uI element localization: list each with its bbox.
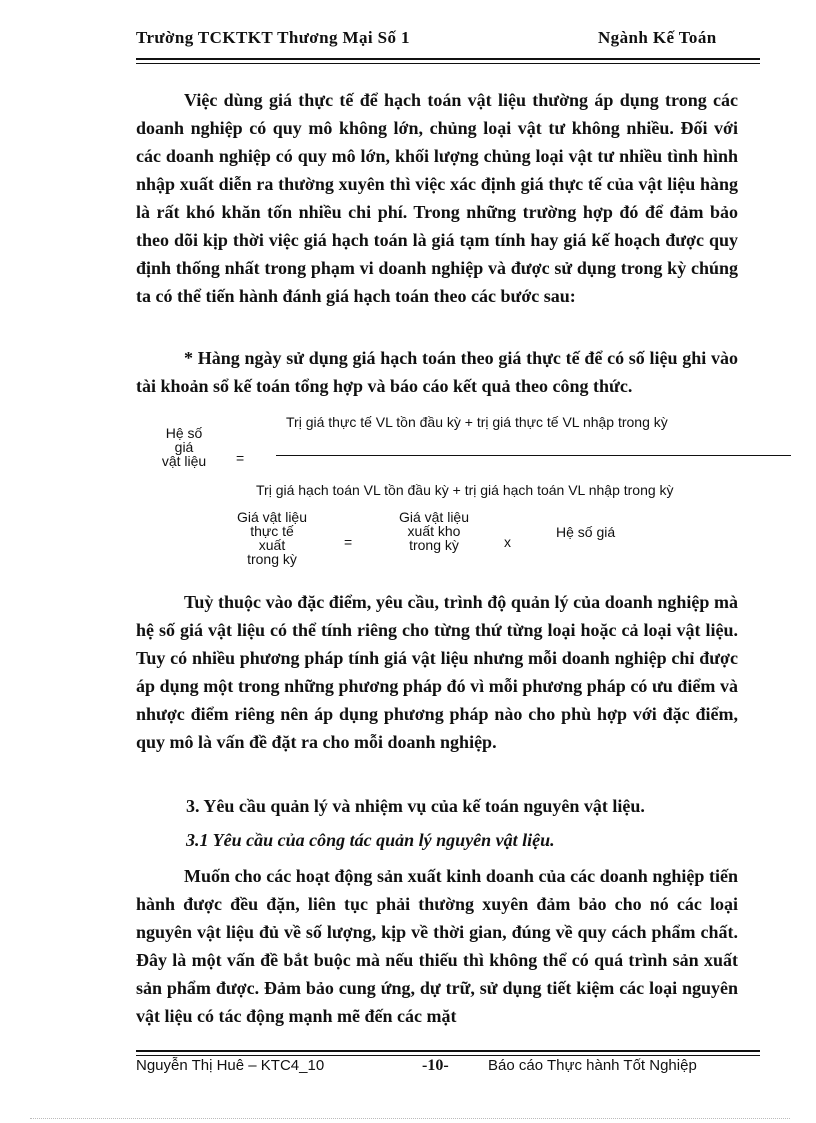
header-school-name: Trường TCKTKT Thương Mại Số 1 [136, 28, 410, 47]
page-bottom-edge [30, 1118, 790, 1119]
header-department: Ngành Kế Toán [598, 28, 717, 47]
formula2-mid-line: xuất kho [407, 523, 461, 539]
header-rule-thin [136, 63, 760, 64]
formula2-left-line: xuất [258, 537, 286, 553]
formula1-equals: = [236, 450, 245, 466]
formula1-label-line: Hệ số [165, 425, 203, 441]
section-heading-3-1: 3.1 Yêu cầu của công tác quản lý nguyên vật liệu. [186, 830, 555, 850]
formula2-times: x [504, 534, 511, 550]
paragraph-pricing-method: Việc dùng giá thực tế để hạch toán vật liệu thường áp dụng trong các doanh nghiệp có quy mô không lớn, chủng loại vật tư không nhiều. Đối với các doanh nghiệp có quy mô lớn, khối lượng chủng loại vật tư nhiều tình hình nhập xuất diễn ra thường xuyên thì việc xác định giá thực tế của vật liệu hàng là rất khó khăn tốn nhiều chi phí. Trong những trường hợp đó để đảm bảo theo dõi kịp thời việc giá hạch toán là giá tạm tính hay giá kế hoạch được quy định thống nhất trong phạm vi doanh nghiệp và được sử dụng trong kỳ chúng ta có thể tiến hành đánh giá hạch toán theo các bước sau: [136, 90, 738, 306]
header-rule-thick [136, 58, 760, 60]
formula2-middle [380, 510, 488, 552]
footer-page-number: -10- [422, 1057, 449, 1074]
formula2-left-line: Giá vật liệu [236, 509, 308, 525]
footer-rule-thin [136, 1055, 760, 1056]
formula2-mid-line: Giá vật liệu [398, 509, 470, 525]
formula1-label-line: giá [174, 439, 194, 455]
formula2-left [218, 510, 326, 566]
formula2-left-line: thực tế [250, 523, 294, 539]
formula1-numerator: Trị giá thực tế VL tồn đầu kỳ + trị giá thực tế VL nhập trong kỳ [286, 414, 668, 430]
formula2-left-line: trong kỳ [247, 551, 297, 567]
formula2-equals: = [344, 534, 353, 550]
footer-rule-thick [136, 1050, 760, 1052]
formula1-fraction-bar [276, 455, 791, 456]
formula1-label [150, 426, 218, 468]
formula2-mid-line: trong kỳ [409, 537, 459, 553]
footer-report-title: Báo cáo Thực hành Tốt Nghiệp [488, 1057, 697, 1074]
formula1-label-line: vật liệu [161, 453, 207, 469]
paragraph-coefficient-usage: Tuỳ thuộc vào đặc điểm, yêu cầu, trình độ quản lý của doanh nghiệp mà hệ số giá vật liệu có thể tính riêng cho từng thứ từng loại hoặc cả loại vật liệu. Tuy có nhiều phương pháp tính giá vật liệu nhưng mỗi doanh nghiệp chỉ được áp dụng một trong những phương pháp đó vì mỗi phương pháp có ưu điểm và nhược điểm riêng nên áp dụng phương pháp nào cho phù hợp với đặc điểm, quy mô là vấn đề đặt ra cho mỗi doanh nghiệp. [136, 592, 738, 752]
section-heading-3: 3. Yêu cầu quản lý và nhiệm vụ của kế toán nguyên vật liệu. [186, 796, 645, 816]
formula1-denominator: Trị giá hạch toán VL tồn đầu kỳ + trị giá hạch toán VL nhập trong kỳ [256, 482, 674, 498]
paragraph-daily-accounting: * Hàng ngày sử dụng giá hạch toán theo giá thực tế để có số liệu ghi vào tài khoản sổ kế toán tổng hợp và báo cáo kết quả theo công thức. [136, 348, 738, 396]
paragraph-management-requirements: Muốn cho các hoạt động sản xuất kinh doanh của các doanh nghiệp tiến hành được đều đặn, liên tục phải thường xuyên đảm bảo cho nó các loại nguyên vật liệu đủ về số lượng, kịp về thời gian, đúng về quy cách phẩm chất. Đây là một vấn đề bắt buộc mà nếu thiếu thì không thể có quá trình sản xuất sản phẩm được. Đảm bảo cung ứng, dự trữ, sử dụng tiết kiệm các loại nguyên vật liệu có tác động mạnh mẽ đến các mặt [136, 866, 738, 1026]
formula2-right: Hệ số giá [556, 524, 616, 540]
footer-author: Nguyễn Thị Huê – KTC4_10 [136, 1057, 325, 1074]
